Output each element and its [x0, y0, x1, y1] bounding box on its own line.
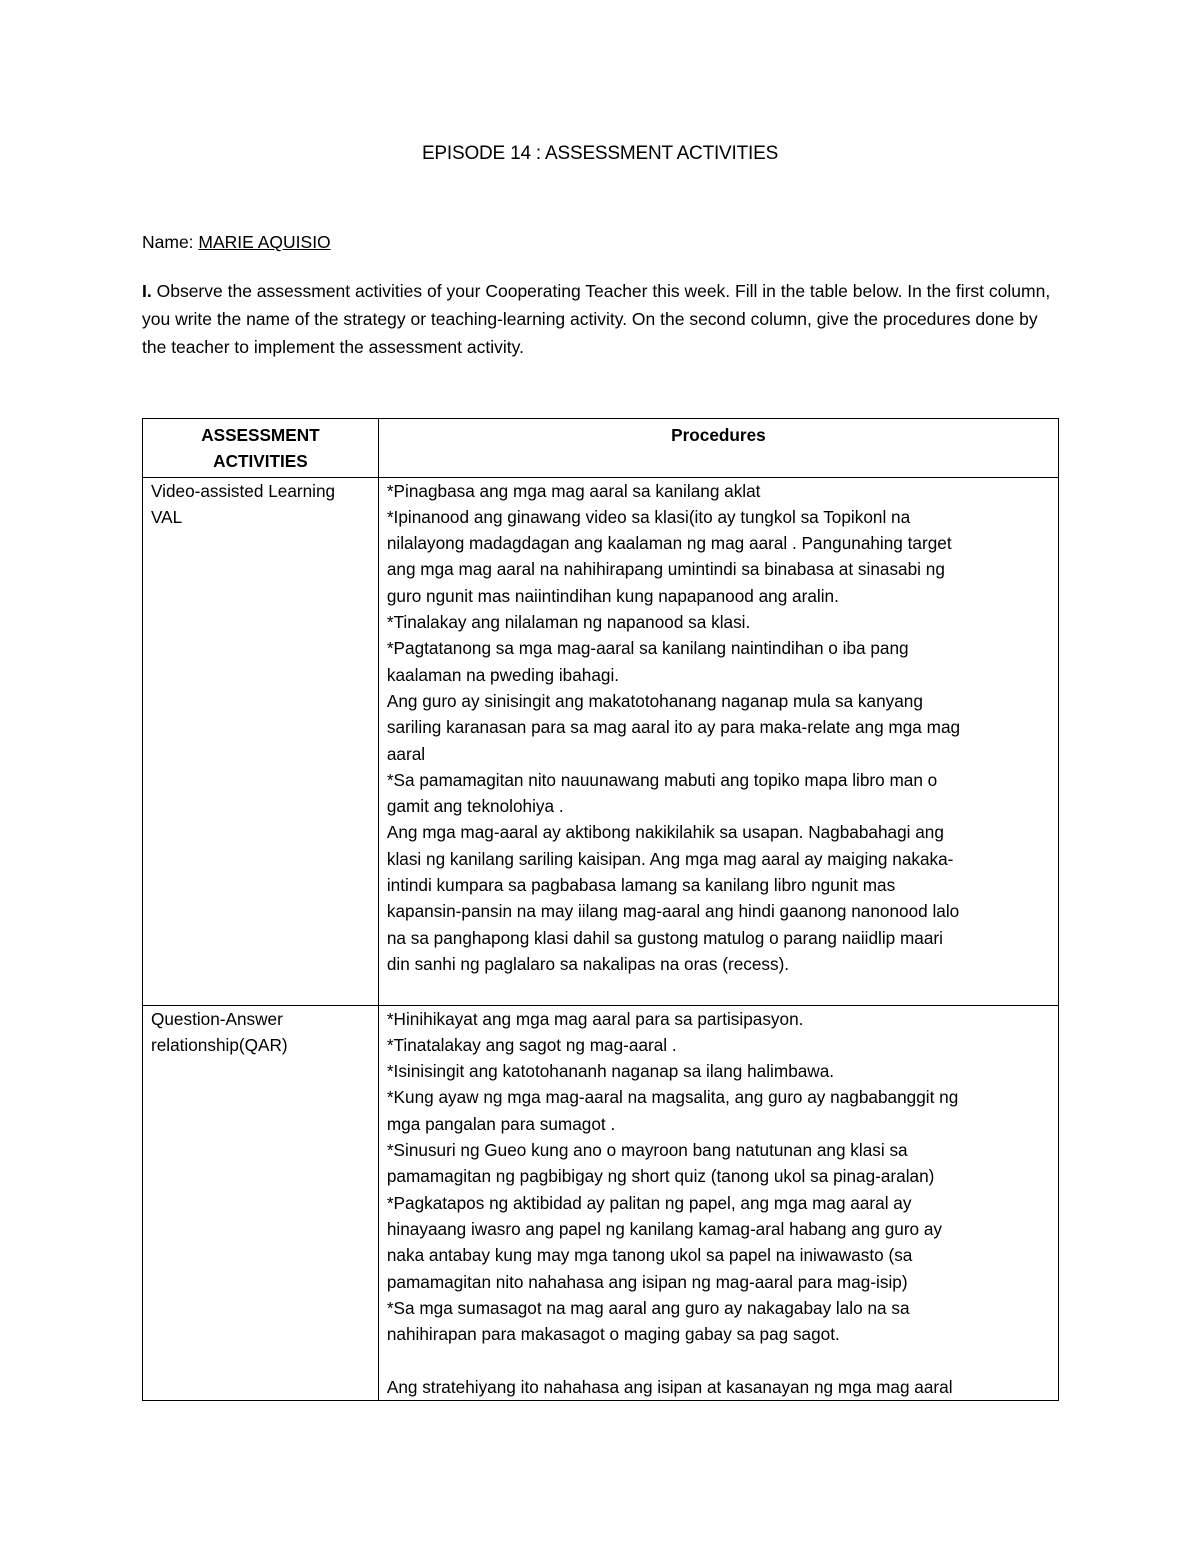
procedure-line: nilalayong madagdagan ang kaalaman ng mag aaral . Pangunahing target: [386, 533, 952, 554]
procedure-line: aaral: [386, 743, 426, 764]
procedures-cell: [378, 1005, 1058, 1400]
header-assessment-activities: [143, 419, 379, 478]
name-label: Name:: [142, 232, 194, 252]
procedure-line: *Ipinanood ang ginawang video sa klasi(ito ay tungkol sa Topikonl na: [386, 506, 911, 527]
table-header-row: [143, 419, 1059, 478]
assessment-table: [142, 418, 1059, 1401]
table-row: [143, 1005, 1059, 1400]
procedure-line: klasi ng kanilang sariling kaisipan. Ang mga mag aaral ay maiging nakaka-: [386, 848, 954, 869]
activity-cell: [143, 477, 379, 1005]
activity-name-line: VAL: [151, 506, 183, 527]
procedure-line: intindi kumpara sa pagbabasa lamang sa kanilang libro ngunit mas: [386, 875, 896, 896]
procedure-line: *Pagkatapos ng aktibidad ay palitan ng papel, ang mga mag aaral ay: [386, 1192, 912, 1213]
name-line: [142, 232, 331, 253]
procedure-line: *Hinihikayat ang mga mag aaral para sa partisipasyon.: [386, 1008, 804, 1029]
procedure-line: na sa panghapong klasi dahil sa gustong matulog o parang naiidlip maari: [386, 927, 943, 948]
procedure-line: mga pangalan para sumagot .: [386, 1113, 616, 1134]
page-title: EPISODE 14 : ASSESSMENT ACTIVITIES: [421, 143, 779, 164]
procedure-line: Ang guro ay sinisingit ang makatotohanang naganap mula sa kanyang: [386, 690, 923, 711]
procedure-line: *Kung ayaw ng mga mag-aaral na magsalita, ang guro ay nagbabanggit ng: [386, 1087, 959, 1108]
header-line: ACTIVITIES: [213, 451, 308, 472]
procedure-line: *Tinalakay ang nilalaman ng napanood sa klasi.: [386, 612, 751, 633]
activity-cell: [143, 1005, 379, 1400]
instructions-text: Observe the assessment activities of your Cooperating Teacher this week. Fill in the table below. In the first column, you write the name of the strategy or teaching-learning activity. On the second column, give the procedures done by the teacher to implement the assessment activity.: [142, 281, 1051, 357]
procedure-line: Ang stratehiyang ito nahahasa ang isipan at kasanayan ng mga mag aaral: [386, 1376, 953, 1397]
procedure-line: *Sinusuri ng Gueo kung ano o mayroon bang natutunan ang klasi sa: [386, 1140, 908, 1161]
procedure-line: Ang mga mag-aaral ay aktibong nakikilahik sa usapan. Nagbabahagi ang: [386, 822, 944, 843]
procedure-line: guro ngunit mas naiintindihan kung napapanood ang aralin.: [386, 585, 839, 606]
procedure-line: *Sa mga sumasagot na mag aaral ang guro ay nakagabay lalo na sa: [386, 1297, 910, 1318]
procedure-line: nahihirapan para makasagot o maging gabay sa pag sagot.: [386, 1324, 840, 1345]
procedure-line: *Sa pamamagitan nito nauunawang mabuti ang topiko mapa libro man o: [386, 769, 938, 790]
procedure-line: *Pagtatanong sa mga mag-aaral sa kanilang naintindihan o iba pang: [386, 638, 909, 659]
instructions-paragraph: [142, 277, 1060, 361]
procedure-line: pamamagitan ng pagbibigay ng short quiz (tanong ukol sa pinag-aralan): [386, 1166, 935, 1187]
procedure-line: *Isinisingit ang katotohananh naganap sa ilang halimbawa.: [386, 1061, 835, 1082]
procedure-line: sariling karanasan para sa mag aaral ito ay para maka-relate ang mga mag: [386, 717, 961, 738]
procedures-cell: [378, 477, 1058, 1005]
procedure-line: *Tinatalakay ang sagot ng mag-aaral .: [386, 1034, 677, 1055]
table-row: [143, 477, 1059, 1005]
activity-name-line: Video-assisted Learning: [151, 480, 336, 501]
name-value: MARIE AQUISIO: [198, 232, 331, 252]
instructions-number: I.: [142, 281, 152, 301]
procedure-line: kaalaman na pweding ibahagi.: [386, 664, 620, 685]
header-procedures: Procedures: [378, 419, 1058, 478]
header-line: ASSESSMENT: [201, 425, 320, 445]
activity-name-line: relationship(QAR): [151, 1034, 288, 1055]
procedure-line: ang mga mag aaral na nahihirapang umintindi sa binabasa at sinasabi ng: [386, 559, 945, 580]
procedure-line: pamamagitan nito nahahasa ang isipan ng mag-aaral para mag-isip): [386, 1271, 908, 1292]
procedure-blank-line: [387, 1347, 1050, 1373]
procedure-line: naka antabay kung may mga tanong ukol sa papel na iniwawasto (sa: [386, 1245, 913, 1266]
procedure-line: hinayaang iwasro ang papel ng kanilang kamag-aral habang ang guro ay: [386, 1218, 943, 1239]
procedure-line: *Pinagbasa ang mga mag aaral sa kanilang aklat: [386, 480, 761, 501]
procedure-line: gamit ang teknolohiya .: [386, 796, 564, 817]
activity-name-line: Question-Answer: [151, 1008, 283, 1029]
procedure-line: kapansin-pansin na may iilang mag-aaral ang hindi gaanong nanonood lalo: [386, 901, 960, 922]
procedure-line: din sanhi ng paglalaro sa nakalipas na oras (recess).: [386, 953, 790, 974]
